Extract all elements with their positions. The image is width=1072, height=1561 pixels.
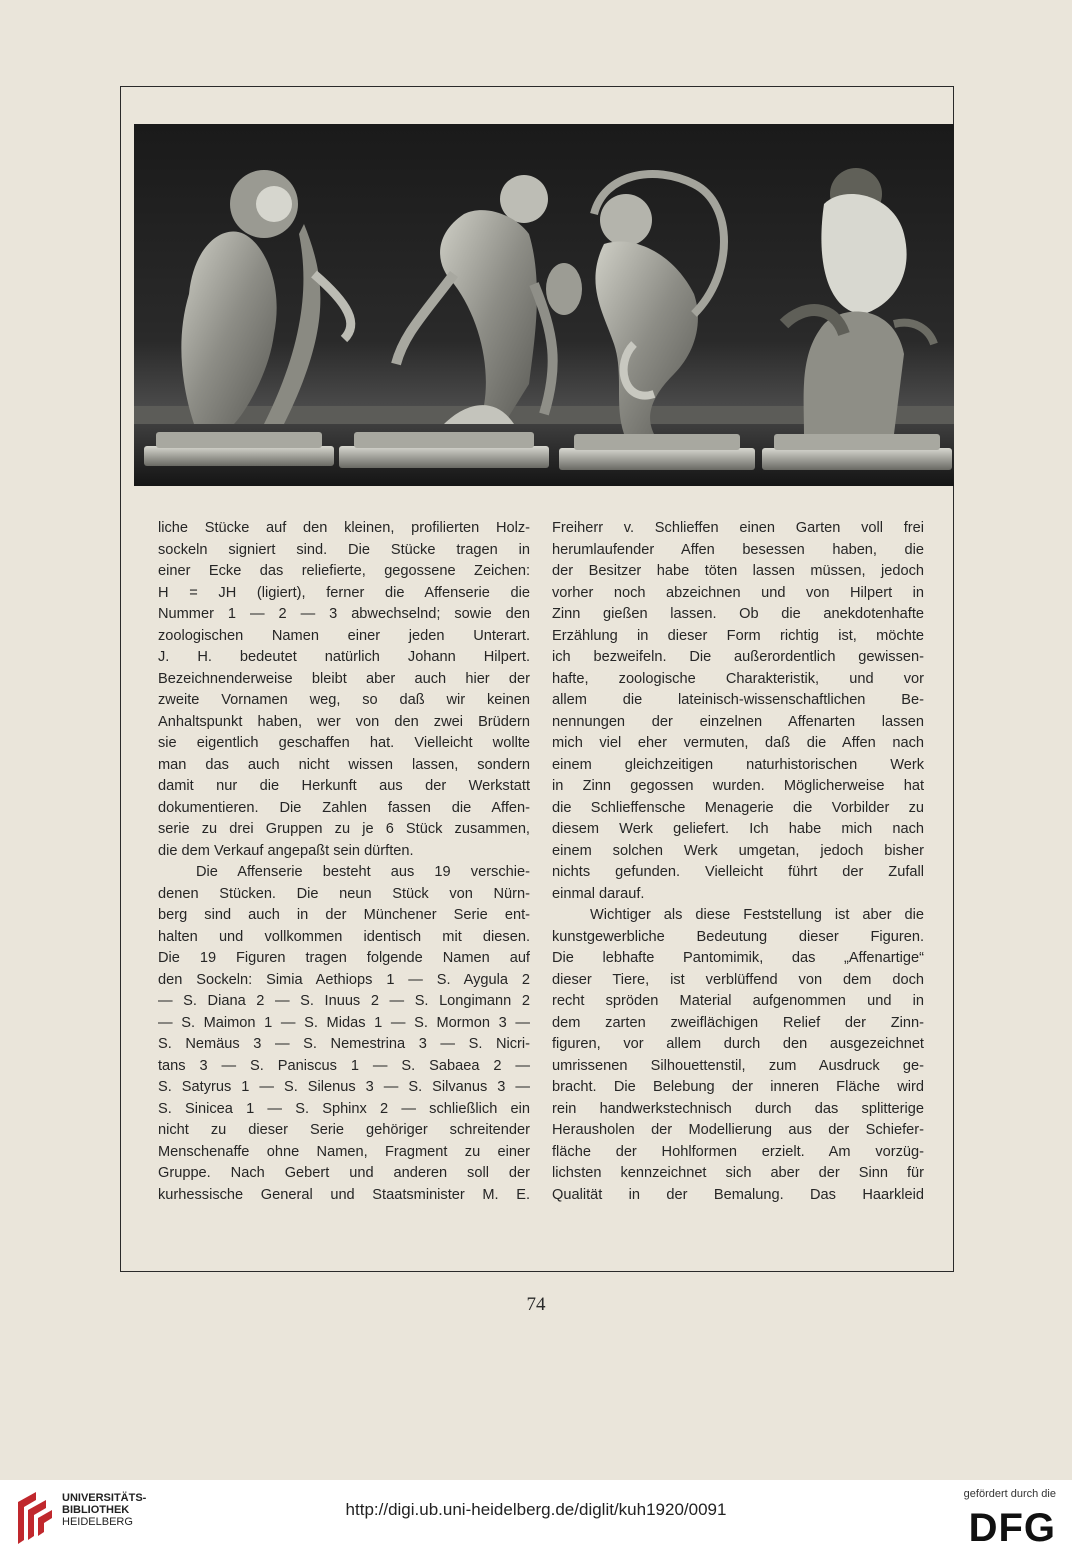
text-line: diesem Werk geliefert. Ich habe mich nach	[552, 821, 924, 837]
text-line: zoologischen Namen einer jeden Unterart.	[158, 627, 530, 644]
text-line: umrissenen Silhouettenstil, zum Ausdruck ge-	[552, 1057, 924, 1074]
text-line: mich viel eher vermuten, daß die Affen nach	[552, 735, 924, 751]
text-line: Die lebhafte Pantomimik, das „Affenartige“	[552, 950, 924, 966]
text-line: tans 3 — S. Paniscus 1 — S. Sabaea 2 —	[158, 1057, 530, 1074]
text-line: man das auch nicht wissen lassen, sondern	[158, 756, 530, 773]
text-line: dokumentieren. Die Zahlen fassen die Affen-	[158, 799, 530, 816]
text-line: einer Ecke das reliefierte, gegossene Zeichen:	[158, 563, 530, 579]
text-line: kurhessische General und Staatsminister M. E.	[158, 1186, 530, 1203]
text-line: ich bezweifeln. Die außerordentlich gewissen-	[552, 649, 924, 665]
text-line: hafte, zoologische Charakteristik, und vor	[552, 670, 924, 687]
text-line: rein handwerkstechnisch durch das splitterige	[552, 1100, 924, 1117]
page-number: 74	[526, 1294, 546, 1315]
text-line: figuren, vor allem durch den ausgezeichnet	[552, 1036, 924, 1052]
text-line: sockeln signiert sind. Die Stücke tragen in	[158, 541, 530, 558]
text-line: Herausholen der Modellierung aus der Schiefer-	[552, 1122, 924, 1138]
text-line: Nummer 1 — 2 — 3 abwechselnd; sowie den	[158, 606, 530, 622]
text-line: die dem Verkauf angepaßt sein dürften.	[158, 842, 414, 859]
photo-pewter-monkey-figures	[134, 124, 954, 486]
text-line: recht spröden Material aufgenommen und in	[552, 993, 924, 1009]
text-line: Gruppe. Nach Gebert und anderen soll der	[158, 1165, 530, 1181]
text-line: Anhaltspunkt haben, wer von den zwei Brüdern	[158, 713, 530, 730]
text-line: Qualität in der Bemalung. Das Haarkleid	[552, 1186, 924, 1203]
text-line: allem die lateinisch-wissenschaftlichen Be-	[552, 692, 924, 708]
text-line: berg sind auch in der Münchener Serie ent-	[158, 907, 530, 923]
text-line: Menschenaffe ohne Namen, Fragment zu einer	[158, 1143, 530, 1160]
text-line: einem gleichzeitigen naturhistorischen Werk	[552, 756, 924, 773]
viewer-footer	[0, 1480, 1072, 1561]
text-line: Freiherr v. Schlieffen einen Garten voll frei	[552, 520, 924, 536]
text-line: Die Affenserie besteht aus 19 verschie-	[196, 864, 530, 880]
monkey-figures-image	[134, 124, 954, 486]
text-column-right	[552, 518, 924, 1206]
document-url-link[interactable]: http://digi.ub.uni-heidelberg.de/diglit/kuh1920/0091	[345, 1500, 727, 1519]
text-line: damit nur die Herkunft aus der Werkstatt	[158, 778, 530, 794]
text-line: — S. Diana 2 — S. Inuus 2 — S. Longimann 2	[158, 993, 530, 1009]
text-line: S. Nemäus 3 — S. Nemestrina 3 — S. Nicri-	[158, 1036, 530, 1052]
text-line: einem solchen Werk umgetan, jedoch bisher	[552, 842, 924, 859]
library-name-line: HEIDELBERG	[62, 1516, 133, 1528]
text-line: zweite Vornamen weg, so daß wir keinen	[158, 692, 530, 708]
text-line: denen Stücken. Die neun Stück von Nürn-	[158, 885, 530, 902]
text-line: einmal darauf.	[552, 885, 645, 902]
text-line: der Besitzer habe töten lassen müssen, jedoch	[552, 563, 924, 579]
text-line: H = JH (ligiert), ferner die Affenserie die	[158, 584, 530, 601]
text-line: in Zinn gegossen wurden. Möglicherweise hat	[552, 778, 924, 794]
text-line: fläche der Hohlformen erzielt. Am vorzüg-	[552, 1143, 924, 1160]
text-line: nennungen der einzelnen Affenarten lassen	[552, 713, 924, 730]
text-line: serie zu drei Gruppen zu je 6 Stück zusammen,	[158, 821, 530, 837]
text-line: Zinn gießen lassen. Ob die anekdotenhafte	[552, 606, 924, 622]
text-line: bracht. Die Belebung der inneren Fläche wird	[552, 1079, 924, 1095]
text-line: die Schlieffensche Menagerie die Vorbilder zu	[552, 799, 924, 816]
text-line: kunstgewerbliche Bedeutung dieser Figuren.	[552, 928, 924, 945]
text-line: J. H. bedeutet natürlich Johann Hilpert.	[158, 649, 530, 665]
text-line: halten und vollkommen identisch mit diesen.	[158, 928, 530, 945]
text-line: herumlaufender Affen besessen haben, die	[552, 541, 924, 558]
text-line: S. Sinicea 1 — S. Sphinx 2 — schließlich ein	[158, 1100, 530, 1117]
text-line: nicht zu dieser Serie gehöriger schreitender	[158, 1122, 530, 1138]
text-line: den Sockeln: Simia Aethiops 1 — S. Aygula 2	[158, 971, 530, 988]
text-line: Bezeichnenderweise bleibt aber auch hier der	[158, 670, 530, 687]
sponsor-text: gefördert durch die	[963, 1488, 1056, 1500]
library-name-line: UNIVERSITÄTS-	[62, 1492, 147, 1504]
text-line: sie eigentlich geschaffen hat. Vielleicht wollte	[158, 735, 530, 751]
text-line: liche Stücke auf den kleinen, profilierten Holz-	[158, 520, 530, 536]
dfg-logo[interactable]: DFG	[968, 1506, 1056, 1550]
text-line: dem zarten zweiflächigen Relief der Zinn-	[552, 1014, 924, 1031]
text-column-left	[158, 518, 530, 1206]
text-line: Erzählung in dieser Form richtig ist, möchte	[552, 627, 924, 644]
text-line: vorher noch abzeichnen und von Hilpert in	[552, 584, 924, 601]
text-line: nichts gefunden. Vielleicht führt der Zufall	[552, 864, 924, 880]
text-line: Die 19 Figuren tragen folgende Namen auf	[158, 950, 530, 966]
text-line: dieser Tiere, ist verblüffend von dem doch	[552, 971, 924, 988]
library-name-line: BIBLIOTHEK	[62, 1504, 130, 1516]
text-line: Wichtiger als diese Feststellung ist aber die	[590, 907, 924, 923]
text-line: — S. Maimon 1 — S. Midas 1 — S. Mormon 3 —	[158, 1014, 530, 1031]
text-line: lichsten kennzeichnet sich aber der Sinn für	[552, 1165, 924, 1181]
text-line: S. Satyrus 1 — S. Silenus 3 — S. Silvanus 3 —	[158, 1079, 530, 1095]
